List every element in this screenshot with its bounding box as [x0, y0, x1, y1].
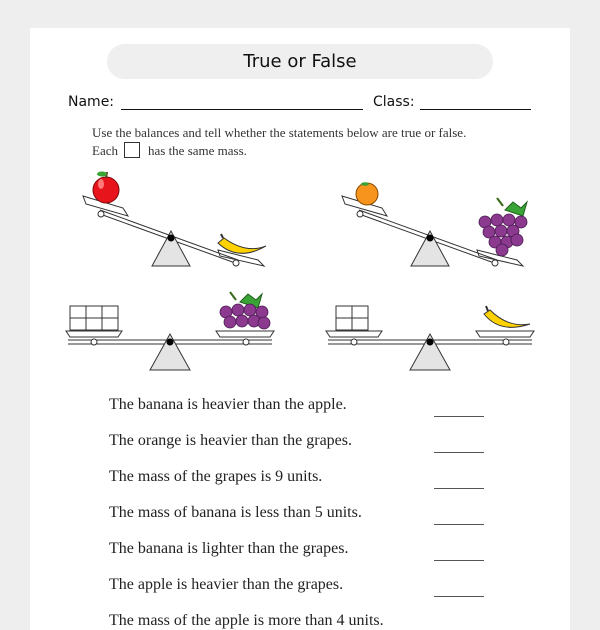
answer-blank-1[interactable]: [434, 416, 484, 417]
statement-5: The banana is lighter than the grapes.: [109, 540, 349, 557]
statement-7: The mass of the apple is more than 4 units.: [109, 612, 384, 629]
left-pan: [66, 331, 122, 337]
instructions: [92, 124, 532, 160]
answer-blank-6[interactable]: [434, 596, 484, 597]
balance-apple-banana: [78, 170, 278, 270]
class-label: Class:: [373, 94, 415, 110]
answer-blank-3[interactable]: [434, 488, 484, 489]
name-field[interactable]: [121, 109, 363, 110]
balance-units-grapes: [64, 290, 284, 374]
grapes-icon: [479, 198, 527, 256]
class-field[interactable]: [420, 109, 531, 110]
unit-blocks-6: [70, 306, 118, 330]
right-pan: [216, 331, 274, 337]
grapes-icon: [220, 292, 270, 329]
name-label: Name:: [68, 94, 115, 110]
statement-3: The mass of the grapes is 9 units.: [109, 468, 323, 485]
orange-icon: [356, 182, 378, 205]
instruction-each: Each: [92, 143, 118, 158]
instruction-line-1: Use the balances and tell whether the statements below are true or false.: [92, 125, 467, 140]
left-pan: [326, 331, 382, 337]
balance-orange-grapes: [337, 170, 537, 270]
statement-4: The mass of banana is less than 5 units.: [109, 504, 362, 521]
unit-blocks-4: [336, 306, 368, 330]
statement-1: The banana is heavier than the apple.: [109, 396, 347, 413]
answer-blank-5[interactable]: [434, 560, 484, 561]
balance-units-banana: [324, 290, 544, 374]
instruction-same-mass: has the same mass.: [147, 143, 247, 158]
statement-2: The orange is heavier than the grapes.: [109, 432, 353, 449]
statement-6: The apple is heavier than the grapes.: [109, 576, 344, 593]
banana-icon: [218, 234, 266, 253]
apple-icon: [93, 172, 119, 204]
unit-square-icon: [124, 142, 140, 158]
banana-icon: [484, 306, 530, 327]
right-pan: [476, 331, 534, 337]
page-title: True or False: [107, 44, 493, 79]
answer-blank-2[interactable]: [434, 452, 484, 453]
instruction-line-2: [92, 142, 532, 160]
answer-blank-4[interactable]: [434, 524, 484, 525]
worksheet: [30, 28, 570, 630]
